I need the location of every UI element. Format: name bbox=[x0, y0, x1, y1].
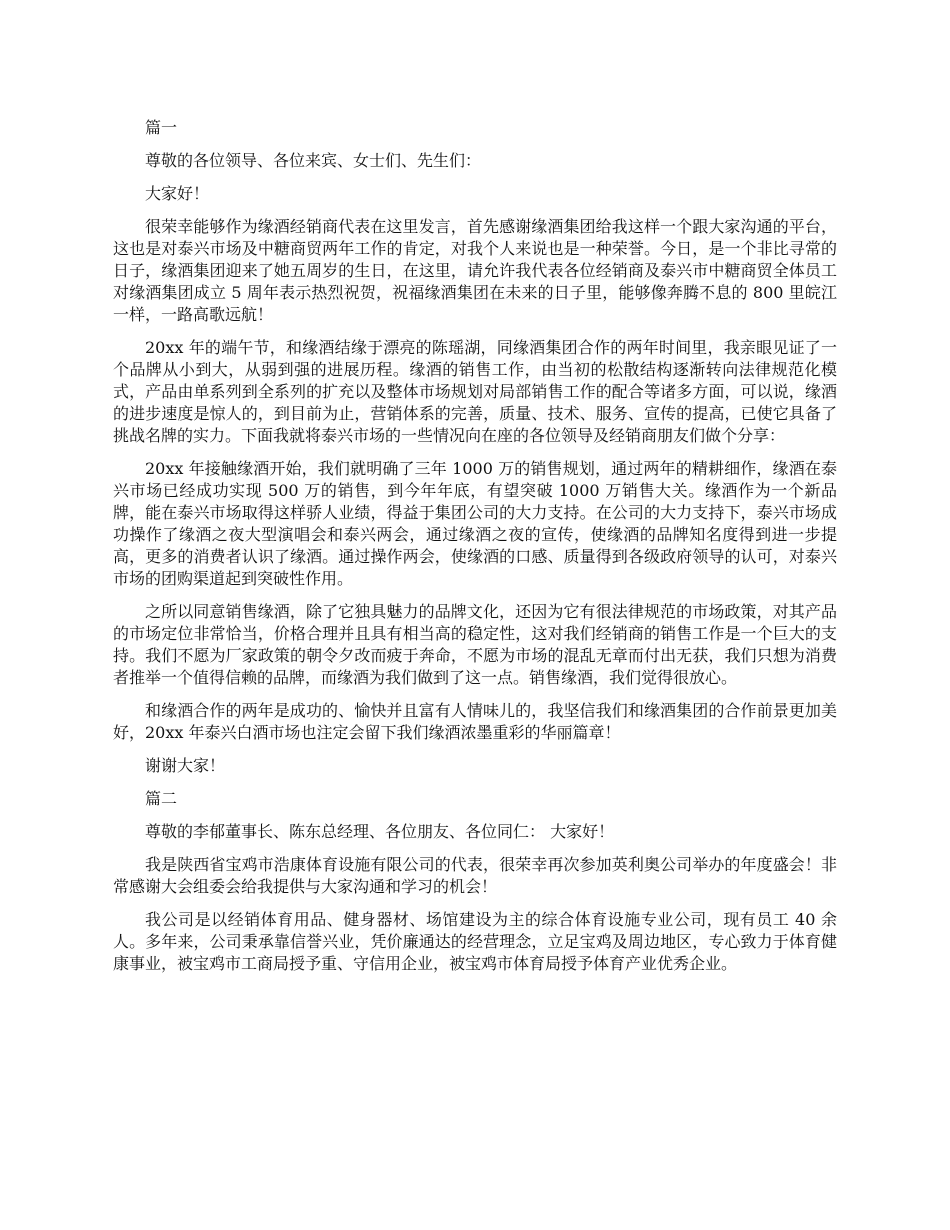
salutation-2: 尊敬的李郁董事长、陈东总经理、各位朋友、各位同仁： 大家好！ bbox=[145, 822, 615, 841]
document-page bbox=[113, 117, 837, 986]
greeting-1: 大家好！ bbox=[145, 184, 210, 203]
body-paragraph: 之所以同意销售缘酒，除了它独具魅力的品牌文化，还因为它有很法律规范的市场政策，对其产品的市场定位非常恰当，价格合理并且具有相当高的稳定性，这对我们经销商的销售工作是一个巨大的支持。我们不愿为厂家政策的朝令夕改而疲于奔命，不愿为市场的混乱无章而付出无获，我们只想为消费者推举一个值得信赖的品牌，而缘酒为我们做到了这一点。销售缘酒，我们觉得很放心。 bbox=[113, 602, 837, 687]
body-paragraph: 我公司是以经销体育用品、健身器材、场馆建设为主的综合体育设施专业公司，现有员工 40 余人。多年来，公司秉承靠信誉兴业，凭价廉通达的经营理念，立足宝鸡及周边地区，专心致力于体育健康事业，被宝鸡市工商局授予重、守信用企业，被宝鸡市体育局授予体育产业优秀企业。 bbox=[113, 910, 837, 973]
body-paragraph: 20xx 年接触缘酒开始，我们就明确了三年 1000 万的销售规划，通过两年的精耕细作，缘酒在泰兴市场已经成功实现 500 万的销售，到今年年底，有望突破 1000 万销售大关。缘酒作为一个新品牌，能在泰兴市场取得这样骄人业绩，得益于集团公司的大力支持。在公司的大力支持下，泰兴市场成功操作了缘酒之夜大型演唱会和泰兴两会，通过缘酒之夜的宣传，使缘酒的品牌知名度得到进一步提高，更多的消费者认识了缘酒。通过操作两会，使缘酒的口感、质量得到各级政府领导的认可，对泰兴市场的团购渠道起到突破性作用。 bbox=[113, 459, 837, 588]
body-paragraph: 20xx 年的端午节，和缘酒结缘于漂亮的陈瑶湖，同缘酒集团合作的两年时间里，我亲眼见证了一个品牌从小到大，从弱到强的进展历程。缘酒的销售工作，由当初的松散结构逐渐转向法律规范化模式，产品由单系列到全系列的扩充以及整体市场规划对局部销售工作的配合等诸多方面，可以说，缘酒的进步速度是惊人的，到目前为止，营销体系的完善，质量、技术、服务、宣传的提高，已使它具备了挑战名牌的实力。下面我就将泰兴市场的一些情况向在座的各位领导及经销商朋友们做个分享： bbox=[113, 338, 837, 445]
closing-thanks: 谢谢大家！ bbox=[145, 756, 226, 775]
body-paragraph: 和缘酒合作的两年是成功的、愉快并且富有人情味儿的，我坚信我们和缘酒集团的合作前景更加美好，20xx 年泰兴白酒市场也注定会留下我们缘酒浓墨重彩的华丽篇章！ bbox=[113, 701, 837, 742]
section-heading-1: 篇一 bbox=[145, 118, 178, 137]
section-heading-2: 篇二 bbox=[145, 789, 178, 808]
body-paragraph: 我是陕西省宝鸡市浩康体育设施有限公司的代表，很荣幸再次参加英利奥公司举办的年度盛会！非常感谢大会组委会给我提供与大家沟通和学习的机会！ bbox=[113, 855, 837, 896]
salutation-1: 尊敬的各位领导、各位来宾、女士们、先生们： bbox=[145, 151, 482, 170]
body-paragraph: 很荣幸能够作为缘酒经销商代表在这里发言，首先感谢缘酒集团给我这样一个跟大家沟通的平台，这也是对泰兴市场及中糖商贸两年工作的肯定，对我个人来说也是一种荣誉。今日，是一个非比寻常的日子，缘酒集团迎来了她五周岁的生日，在这里，请允许我代表各位经销商及泰兴市中糖商贸全体员工对缘酒集团成立 5 周年表示热烈祝贺，祝福缘酒集团在未来的日子里，能够像奔腾不息的 800 里皖江一样，一路高歌远航！ bbox=[113, 217, 837, 324]
